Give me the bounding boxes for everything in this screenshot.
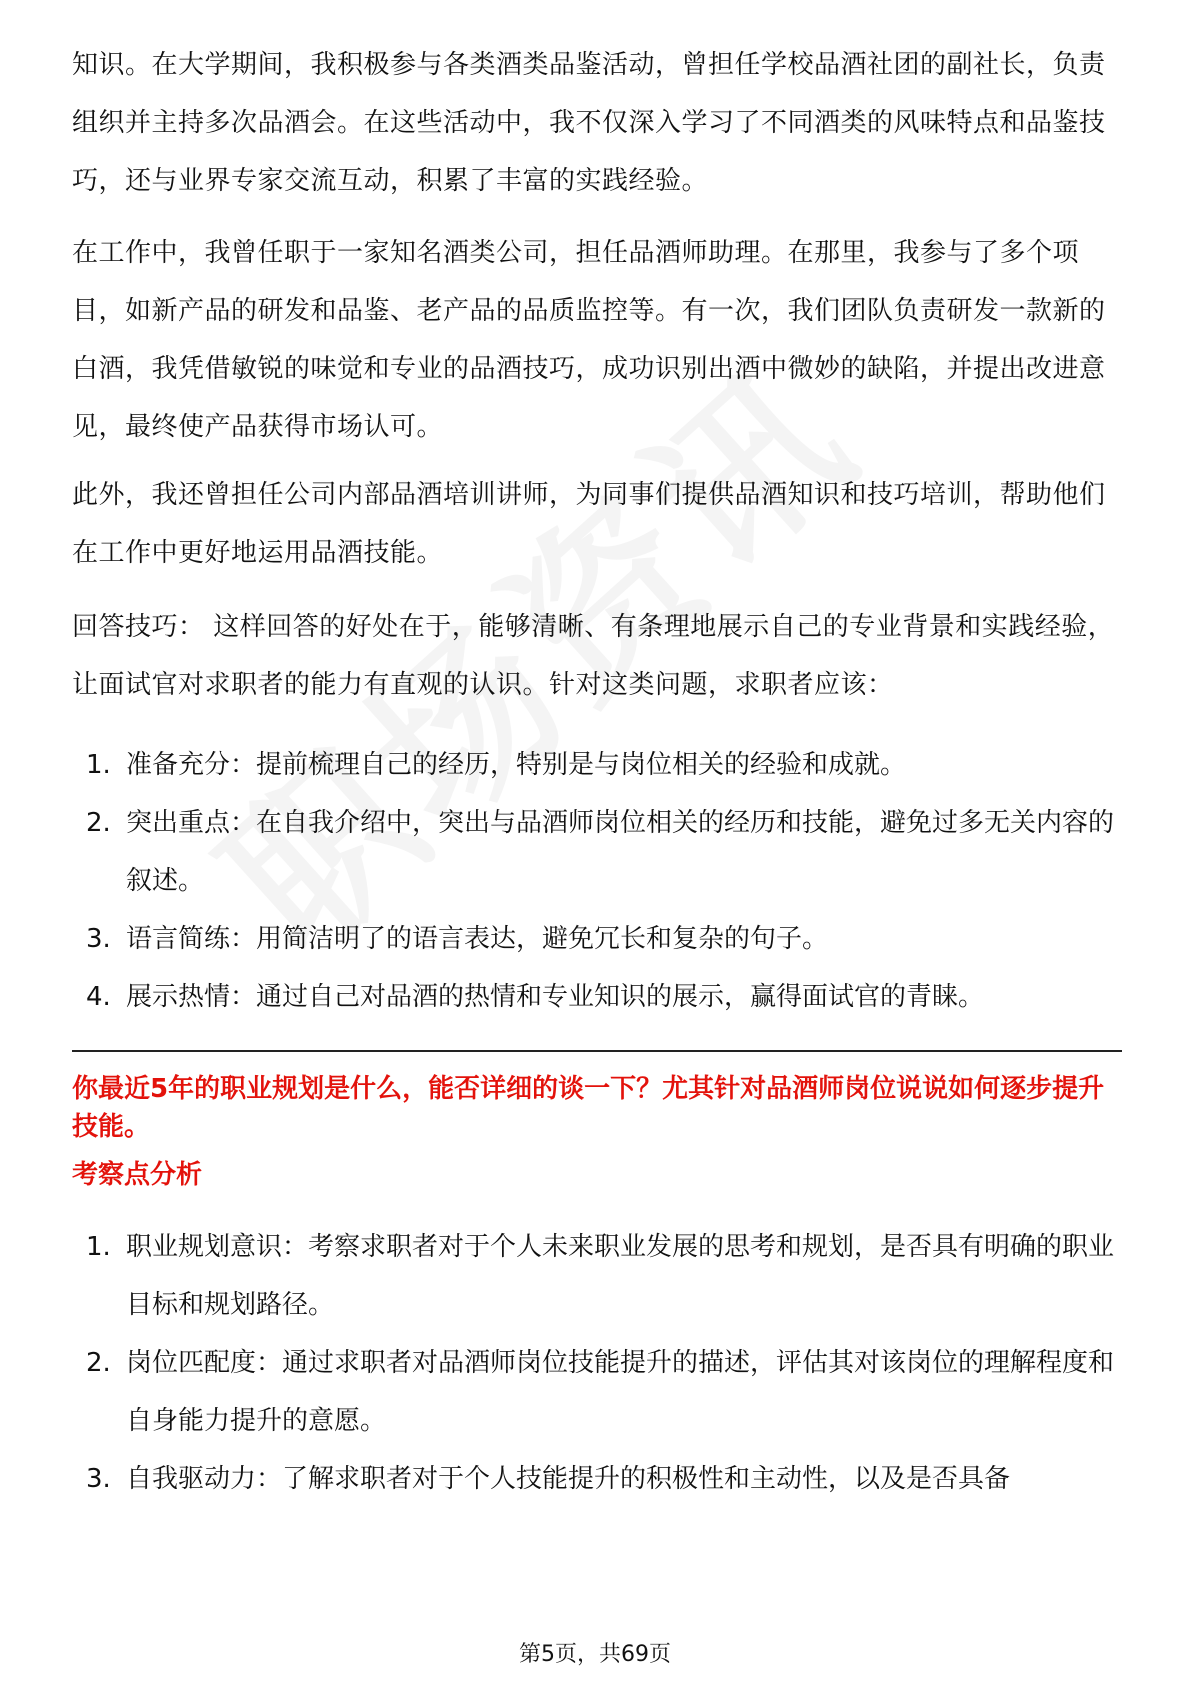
- list-number: 1.: [86, 1232, 111, 1262]
- list-text: 展示热情：通过自己对品酒的热情和专业知识的展示，赢得面试官的青睐。: [126, 982, 985, 1012]
- list-item: [72, 968, 1122, 1026]
- list-number: 1.: [86, 750, 111, 780]
- list-item: [72, 736, 1122, 794]
- list-number: 3.: [86, 924, 111, 954]
- analysis-list: [72, 1218, 1122, 1508]
- list-item: [72, 1450, 1122, 1508]
- list-number: 2.: [86, 808, 111, 838]
- list-text: 岗位匹配度：通过求职者对品酒师岗位技能提升的描述，评估其对该岗位的理解程度和自身能力提升的意愿。: [126, 1348, 1115, 1436]
- page-footer: 第5页，共69页: [519, 1642, 671, 1667]
- list-number: 2.: [86, 1348, 111, 1378]
- list-text: 语言简练：用简洁明了的语言表达，避免冗长和复杂的句子。: [126, 924, 829, 954]
- list-item: [72, 1218, 1122, 1334]
- list-item: [72, 1334, 1122, 1450]
- paragraph-trainer: 此外，我还曾担任公司内部品酒培训讲师，为同事们提供品酒知识和技巧培训，帮助他们在工作中更好地运用品酒技能。: [72, 480, 1106, 568]
- paragraph-answer-tips: 回答技巧： 这样回答的好处在于，能够清晰、有条理地展示自己的专业背景和实践经验，让面试官对求职者的能力有直观的认识。针对这类问题，求职者应该：: [72, 612, 1115, 700]
- section-divider: [72, 1050, 1122, 1052]
- list-number: 3.: [86, 1464, 111, 1494]
- question-heading: 你最近5年的职业规划是什么，能否详细的谈一下？尤其针对品酒师岗位说说如何逐步提升技能。: [72, 1074, 1105, 1142]
- list-item: [72, 794, 1122, 910]
- tips-list: [72, 736, 1122, 1026]
- paragraph-education: 知识。在大学期间，我积极参与各类酒类品鉴活动，曾担任学校品酒社团的副社长，负责组织并主持多次品酒会。在这些活动中，我不仅深入学习了不同酒类的风味特点和品鉴技巧，还与业界专家交流互动，积累了丰富的实践经验。: [72, 50, 1106, 196]
- list-text: 准备充分：提前梳理自己的经历，特别是与岗位相关的经验和成就。: [126, 750, 907, 780]
- paragraph-work: 在工作中，我曾任职于一家知名酒类公司，担任品酒师助理。在那里，我参与了多个项目，如新产品的研发和品鉴、老产品的品质监控等。有一次，我们团队负责研发一款新的白酒，我凭借敏锐的味觉和专业的品酒技巧，成功识别出酒中微妙的缺陷，并提出改进意见，最终使产品获得市场认可。: [72, 238, 1106, 442]
- list-text: 职业规划意识：考察求职者对于个人未来职业发展的思考和规划，是否具有明确的职业目标和规划路径。: [126, 1232, 1115, 1320]
- list-text: 自我驱动力：了解求职者对于个人技能提升的积极性和主动性，以及是否具备: [126, 1464, 1011, 1494]
- analysis-heading: 考察点分析: [72, 1160, 203, 1190]
- list-number: 4.: [86, 982, 111, 1012]
- list-item: [72, 910, 1122, 968]
- list-text: 突出重点：在自我介绍中，突出与品酒师岗位相关的经历和技能，避免过多无关内容的叙述。: [126, 808, 1115, 896]
